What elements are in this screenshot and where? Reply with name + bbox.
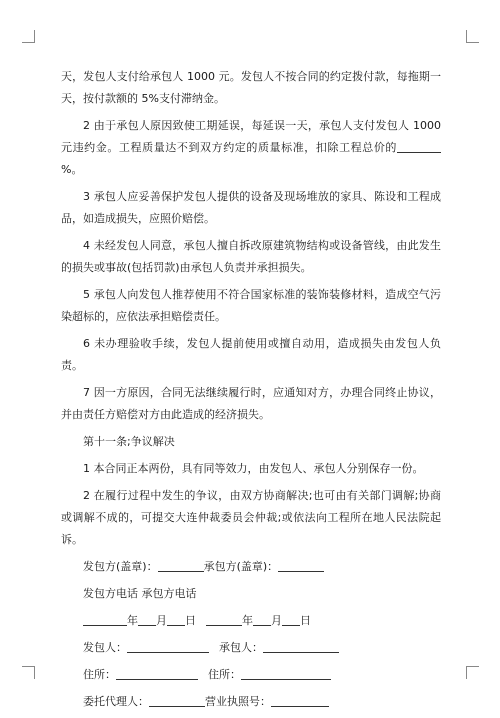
parties-row: [83, 637, 441, 659]
paragraph-delay-penalty: [61, 115, 441, 181]
crop-mark-top-left: [22, 30, 35, 43]
percent-suffix: %。: [61, 163, 83, 176]
day-blank-b[interactable]: [282, 613, 300, 626]
month-label-b: 月: [271, 614, 282, 627]
crop-mark-bottom-left: [22, 666, 35, 679]
party-a-seal-label: 发包方(盖章)：: [83, 560, 158, 573]
paragraph-early-use: 6 未办理验收手续，发包人提前使用或擅自动用，造成损失由发包人负责。: [61, 337, 441, 372]
employer-label: 发包人：: [83, 641, 127, 654]
percent-blank[interactable]: [397, 140, 441, 153]
employer-blank[interactable]: [127, 640, 209, 653]
address-label-b: 住所：: [208, 668, 241, 681]
day-label-b: 日: [300, 614, 311, 627]
year-blank-a[interactable]: [83, 613, 127, 626]
paragraph-copies: 1 本合同正本两份，具有同等效力，由发包人、承包人分别保存一份。: [83, 462, 424, 475]
address-label-a: 住所：: [83, 668, 116, 681]
date-row: [83, 610, 441, 632]
crop-mark-top-right: [466, 30, 479, 43]
year-blank-b[interactable]: [206, 613, 242, 626]
address-blank-a[interactable]: [116, 667, 198, 680]
year-label-b: 年: [242, 614, 253, 627]
section-heading-dispute: 第十一条;争议解决: [83, 435, 175, 448]
paragraph-structure-alteration: 4 未经发包人同意，承包人擅自拆改原建筑物结构或设备管线，由此发生的损失或事故(包括罚款)由承包人负责并承担损失。: [61, 239, 441, 274]
crop-mark-bottom-right: [466, 666, 479, 679]
month-blank-b[interactable]: [253, 613, 271, 626]
paragraph-delay-text: 2 由于承包人原因致使工期延误，每延误一天，承包人支付发包人 1000 元违约金。工程质量达不到双方约定的质量标准，扣除工程总价的: [61, 119, 441, 154]
month-label-a: 月: [156, 614, 167, 627]
agent-row: [83, 691, 441, 713]
party-b-seal-blank[interactable]: [278, 559, 324, 572]
document-body: [61, 66, 441, 718]
day-blank-a[interactable]: [167, 613, 185, 626]
paragraph-termination: 7 因一方原因，合同无法继续履行时，应通知对方，办理合同终止协议，并由责任方赔偿对方由此造成的经济损失。: [61, 386, 441, 421]
contractor-blank[interactable]: [263, 640, 339, 653]
license-blank[interactable]: [271, 694, 329, 707]
address-blank-b[interactable]: [241, 667, 331, 680]
paragraph-material-standard: 5 承包人向发包人推荐使用不符合国家标准的装饰装修材料，造成空气污染超标的，应依法承担赔偿责任。: [61, 288, 441, 323]
party-b-seal-label: 承包方(盖章)：: [203, 560, 279, 573]
agent-blank[interactable]: [149, 694, 205, 707]
paragraph-dispute-resolution: 2 在履行过程中发生的争议，由双方协商解决;也可由有关部门调解;协商或调解不成的，可提交大连仲裁委员会仲裁;或依法向工程所在地人民法院起诉。: [61, 489, 441, 546]
agent-label: 委托代理人：: [83, 695, 149, 708]
phones-row: 发包方电话 承包方电话: [83, 587, 197, 600]
day-label-a: 日: [185, 614, 196, 627]
party-a-seal-blank[interactable]: [158, 559, 204, 572]
license-label: 营业执照号：: [205, 695, 271, 708]
year-label-a: 年: [127, 614, 138, 627]
paragraph-protect-equipment: 3 承包人应妥善保护发包人提供的设备及现场堆放的家具、陈设和工程成品，如造成损失，应照价赔偿。: [61, 190, 441, 225]
address-row: [83, 664, 441, 686]
contractor-label: 承包人：: [219, 641, 263, 654]
month-blank-a[interactable]: [138, 613, 156, 626]
seal-row: [83, 556, 441, 578]
paragraph-payment-penalty: 天，发包人支付给承包人 1000 元。发包人不按合同的约定拨付款，每拖期一天，按付款额的 5%支付滞纳金。: [61, 70, 441, 105]
